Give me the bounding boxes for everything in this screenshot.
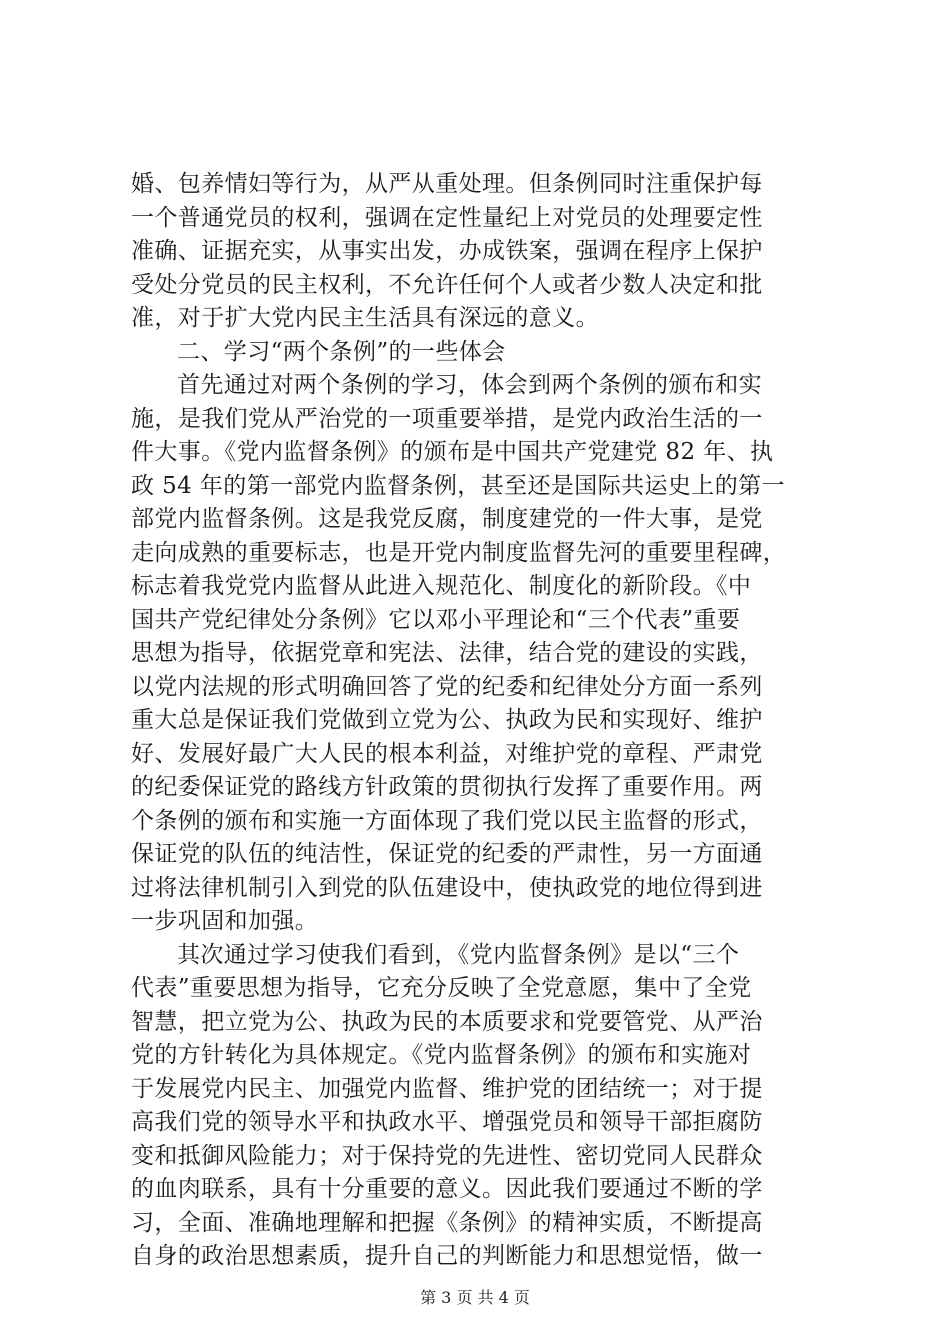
text-line: 重大总是保证我们党做到立党为公、执政为民和实现好、维护 <box>131 707 763 733</box>
text-line: 党的方针转化为具体规定。《党内监督条例》的颁布和实施对 <box>131 1042 752 1068</box>
text-line: 部党内监督条例。这是我党反腐，制度建党的一件大事，是党 <box>131 506 763 532</box>
text-line: 智慧，把立党为公、执政为民的本质要求和党要管党、从严治 <box>131 1008 763 1035</box>
text-line: 国共产党纪律处分条例》它以邓小平理论和“三个代表”重要 <box>131 606 741 633</box>
text-line: 以党内法规的形式明确回答了党的纪委和纪律处分方面一系列 <box>131 673 763 700</box>
text-line: 个条例的颁布和实施一方面体现了我们党以民主监督的形式， <box>131 807 763 834</box>
text-line: 其次通过学习使我们看到，《党内监督条例》是以“三个 <box>177 941 740 968</box>
page-footer <box>0 1288 950 1308</box>
text-line: 一步巩固和加强。 <box>131 908 319 934</box>
text-line: 的纪委保证党的路线方针政策的贯彻执行发挥了重要作用。两 <box>131 774 763 800</box>
text-line: 习，全面、准确地理解和把握《条例》的精神实质，不断提高 <box>131 1209 763 1236</box>
text-line: 准确、证据充实，从事实出发，办成铁案，强调在程序上保护 <box>131 238 763 264</box>
text-line: 于发展党内民主、加强党内监督、维护党的团结统一；对于提 <box>131 1075 763 1102</box>
text-line: 走向成熟的重要标志，也是开党内制度监督先河的重要里程碑， <box>131 539 787 566</box>
text-line: 变和抵御风险能力；对于保持党的先进性、密切党同人民群众 <box>131 1142 763 1169</box>
text-line: 标志着我党党内监督从此进入规范化、制度化的新阶段。《中 <box>131 573 752 599</box>
text-line: 施，是我们党从严治党的一项重要举措，是党内政治生活的一 <box>131 405 763 432</box>
text-line: 高我们党的领导水平和执政水平、增强党员和领导干部拒腐防 <box>131 1109 763 1135</box>
text-line: 一个普通党员的权利，强调在定性量纪上对党员的处理要定性 <box>131 204 763 231</box>
page-number: 第 3 页 共 4 页 <box>420 1288 530 1307</box>
text-line: 保证党的队伍的纯洁性，保证党的纪委的严肃性，另一方面通 <box>131 841 763 867</box>
text-line: 代表”重要思想为指导，它充分反映了全党意愿，集中了全党 <box>131 975 752 1001</box>
text-line: 好、发展好最广大人民的根本利益，对维护党的章程、严肃党 <box>131 740 763 767</box>
text-line: 政 54 年的第一部党内监督条例，甚至还是国际共运史上的第一 <box>131 472 785 499</box>
text-line: 自身的政治思想素质，提升自己的判断能力和思想觉悟，做一 <box>131 1243 763 1269</box>
section-heading: 二、学习“两个条例”的一些体会 <box>177 338 506 365</box>
text-line: 过将法律机制引入到党的队伍建设中，使执政党的地位得到进 <box>131 874 763 901</box>
text-line: 思想为指导，依据党章和宪法、法律，结合党的建设的实践， <box>131 640 763 666</box>
body-text <box>131 168 821 1274</box>
text-line: 准，对于扩大党内民主生活具有深远的意义。 <box>131 305 599 331</box>
text-line: 首先通过对两个条例的学习，体会到两个条例的颁布和实 <box>177 372 762 398</box>
text-line: 的血肉联系，具有十分重要的意义。因此我们要通过不断的学 <box>131 1176 763 1202</box>
text-line: 婚、包养情妇等行为，从严从重处理。但条例同时注重保护每 <box>131 171 763 197</box>
text-line: 受处分党员的民主权利，不允许任何个人或者少数人决定和批 <box>131 271 763 298</box>
text-line: 件大事。《党内监督条例》的颁布是中国共产党建党 82 年、执 <box>131 439 774 465</box>
